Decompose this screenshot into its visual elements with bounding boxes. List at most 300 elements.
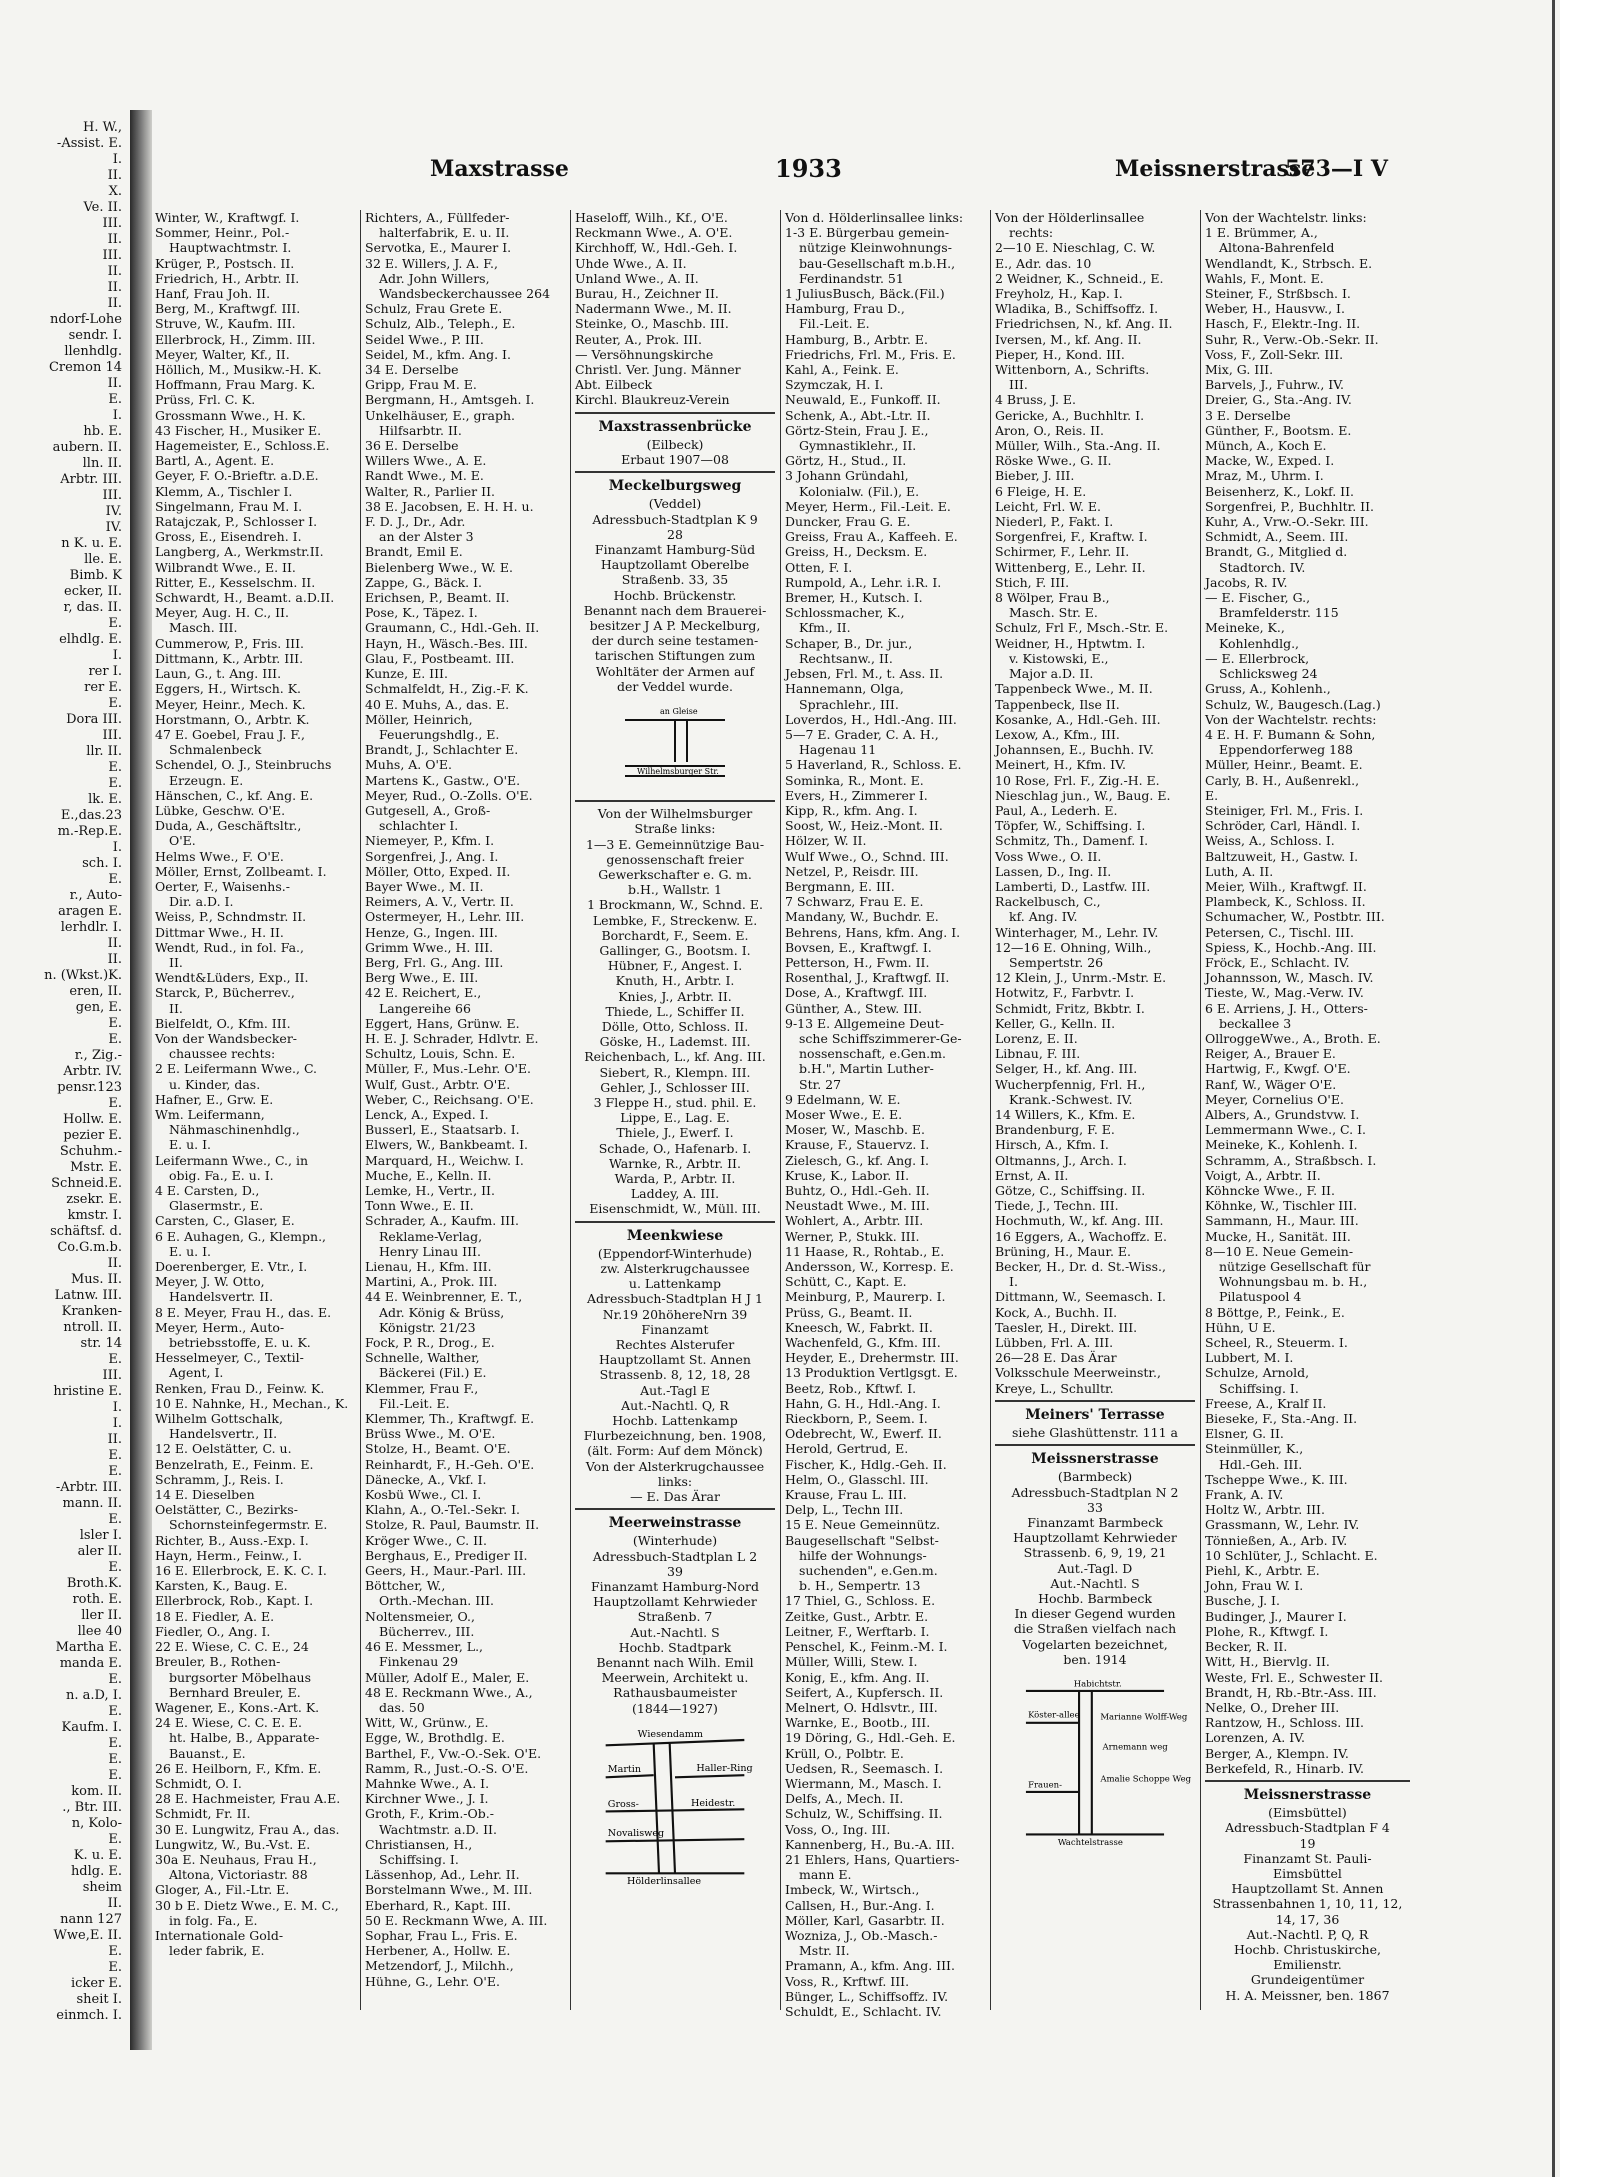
street-info-line: (Veddel): [648, 496, 702, 512]
directory-entry: Lenck, A., Exped. I.: [365, 1106, 489, 1122]
section-rule: [1205, 1780, 1410, 1782]
directory-entry: 30a E. Neuhaus, Frau H.,: [155, 1851, 317, 1867]
directory-entry: Brandt, H, Rb.-Btr.-Ass. III.: [1205, 1684, 1377, 1700]
directory-entry: Bramfelderstr. 115: [1219, 605, 1339, 621]
directory-entry: Spiess, K., Hochb.-Ang. III.: [1205, 939, 1377, 955]
street-info-line: Rechtes Alsterufer: [615, 1337, 735, 1352]
directory-entry: 24 E. Wiese, C. C. E. E.: [155, 1715, 303, 1731]
prev-page-fragment: n, Kolo-: [71, 1816, 122, 1831]
directory-entry: Meyer, Heinr., Mech. K.: [155, 696, 306, 712]
directory-entry: Petersen, C., Tischl. III.: [1205, 924, 1355, 940]
header-street-left: Maxstrasse: [430, 156, 569, 182]
directory-entry: Beetz, Rob., Kftwf. I.: [785, 1380, 917, 1396]
street-info-line: links:: [657, 1473, 693, 1489]
prev-page-fragment: Wwe,E. II.: [53, 1928, 122, 1943]
prev-page-fragment: einmch. I.: [56, 2008, 122, 2023]
street-info-line: Finanzamt Hamburg-Nord: [590, 1579, 759, 1595]
directory-entry: Randt Wwe., M. E.: [365, 468, 484, 484]
street-info-line: Straße links:: [634, 821, 716, 837]
street-info-line: Rathausbaumeister: [613, 1685, 737, 1701]
directory-entry: Wittenborn, A., Schrifts.: [995, 362, 1150, 378]
directory-entry: Mix, G. III.: [1205, 362, 1274, 378]
directory-entry: Friedrichsen, N., kf. Ang. II.: [995, 316, 1173, 332]
directory-entry: Kohlenhdlg.,: [1219, 635, 1300, 651]
prev-page-fragment: ., Btr. III.: [62, 1800, 122, 1815]
directory-entry: 28 E. Hachmeister, Frau A.E.: [155, 1791, 341, 1807]
street-info-line: Hauptzollamt St. Annen: [599, 1352, 751, 1368]
directory-entry: Wozniza, J., Ob.-Masch.-: [785, 1927, 938, 1943]
prev-page-fragment: Hollw. E.: [63, 1112, 122, 1127]
street-info-line: Aut.-Nachtl. Q, R: [621, 1397, 729, 1413]
prev-page-fragment: E.: [108, 392, 122, 407]
prev-page-fragment: hdlg. E.: [70, 1864, 122, 1879]
map-label: Habichtstr.: [1073, 1679, 1122, 1690]
directory-entry: 10 Rose, Frl. F., Zig.-H. E.: [995, 772, 1160, 788]
directory-entry: Hahn, G. H., Hdl.-Ang. I.: [785, 1395, 941, 1411]
directory-entry: Tscheppe Wwe., K. III.: [1205, 1471, 1348, 1487]
directory-entry: Gross, E., Eisendreh. I.: [155, 529, 302, 545]
directory-entry: Groth, F., Krim.-Ob.-: [365, 1806, 494, 1822]
prev-page-fragment: I.: [112, 1400, 122, 1415]
prev-page-fragment: -Assist. E.: [56, 136, 122, 151]
prev-page-fragment: r, das. II.: [63, 600, 122, 615]
directory-entry: 11 Haase, R., Rohtab., E.: [785, 1243, 945, 1259]
directory-entry: Ritter, E., Kesselschm. II.: [155, 574, 316, 590]
directory-entry: Schulz, W., Schiffsing. II.: [785, 1806, 943, 1822]
street-info-line: Finanzamt St. Pauli-: [1243, 1850, 1372, 1866]
directory-entry: Netzel, P., Reisdr. III.: [785, 863, 919, 879]
street-info-line: Warnke, R., Arbtr. II.: [609, 1155, 741, 1171]
directory-entry: Aron, O., Reis. II.: [995, 422, 1104, 438]
directory-entry: Berg Wwe., E. III.: [365, 970, 479, 986]
directory-entry: sche Schiffszimmerer-Ge-: [799, 1030, 962, 1046]
directory-entry: Winterhager, M., Lehr. IV.: [995, 924, 1159, 940]
directory-entry: 47 E. Goebel, Frau J. F.,: [155, 726, 305, 742]
directory-entry: Kannenberg, H., Bu.-A. III.: [785, 1836, 955, 1852]
directory-entry: Dreier, G., Sta.-Ang. IV.: [1205, 392, 1352, 408]
directory-entry: Abt. Eilbeck: [575, 377, 653, 393]
prev-page-fragment: IV.: [105, 504, 122, 519]
street-info-line: Adressbuch-Stadtplan L 2: [592, 1548, 758, 1564]
directory-entry: Brandt, G., Mitglied d.: [1205, 544, 1348, 560]
directory-entry: chaussee rechts:: [169, 1046, 276, 1062]
prev-page-fragment: lk. E.: [88, 792, 122, 807]
directory-entry: Christiansen, H.,: [365, 1836, 473, 1852]
street-info-line: Aut.-Nachtl. S: [630, 1624, 720, 1640]
street-info-line: Dölle, Otto, Schloss. II.: [601, 1018, 749, 1034]
street-info-line: Adressbuch-Stadtplan H J 1: [587, 1291, 763, 1307]
directory-entry: Wachenfeld, G., Kfm. III.: [785, 1335, 941, 1351]
directory-entry: Von der Hölderlinsallee: [995, 210, 1145, 225]
directory-entry: Hagenau 11: [799, 742, 877, 758]
prev-page-fragment: -Arbtr. III.: [55, 1480, 122, 1495]
street-info-line: 3 Fleppe H., stud. phil. E.: [593, 1094, 757, 1110]
prev-page-fragment: H. W.,: [83, 120, 122, 135]
directory-entry: Greiss, Frau A., Kaffeeh. E.: [785, 529, 958, 545]
directory-entry: Sorgenfrei, J., Ang. I.: [365, 848, 499, 864]
directory-entry: Becker, H., Dr. d. St.-Wiss.,: [995, 1259, 1166, 1275]
directory-entry: Friedrichs, Frl. M., Fris. E.: [785, 346, 956, 362]
directory-entry: nossenschaft, e.Gen.m.: [799, 1046, 946, 1062]
directory-entry: Schiffsing. I.: [379, 1851, 459, 1867]
directory-entry: Hilfsarbtr. II.: [379, 422, 462, 438]
street-info-line: (Eilbeck): [646, 436, 704, 452]
directory-entry: — E. Fischer, G.,: [1205, 590, 1311, 606]
prev-page-fragment: E.: [108, 1032, 122, 1047]
prev-page-fragment: pezier E.: [63, 1128, 122, 1143]
prev-page-fragment: E.: [108, 872, 122, 887]
prev-page-fragment: E.: [108, 1704, 122, 1719]
directory-entry: 32 E. Willers, J. A. F.,: [365, 255, 498, 271]
street-info-line: Siebert, R., Klempn. III.: [599, 1064, 751, 1080]
directory-entry: Bieseke, F., Sta.-Ang. II.: [1205, 1411, 1358, 1427]
directory-entry: Winter, W., Kraftwgf. I.: [155, 210, 300, 225]
directory-entry: Seidel, M., kfm. Ang. I.: [365, 346, 511, 362]
directory-entry: Voss, O., Ing. III.: [785, 1821, 891, 1837]
directory-entry: 6 Fleige, H. E.: [995, 483, 1087, 499]
directory-entry: Steinke, O., Maschb. III.: [575, 316, 729, 332]
directory-entry: Reiger, A., Brauer E.: [1205, 1046, 1336, 1062]
directory-entry: Fock, P. R., Drog., E.: [365, 1335, 495, 1351]
street-info-line: Hauptzollamt Oberelbe: [600, 557, 750, 573]
directory-entry: Krank.-Schwest. IV.: [1009, 1091, 1133, 1107]
directory-entry: Prüss, Frl. C. K.: [155, 392, 256, 408]
directory-entry: Hamburg, Frau D.,: [785, 301, 905, 317]
directory-entry: Zappe, G., Bäck. I.: [365, 574, 483, 590]
prev-page-fragment: llee 40: [77, 1624, 122, 1639]
directory-entry: Adr. John Willers,: [379, 270, 490, 286]
directory-entry: Duda, A., Geschäftsltr.,: [155, 818, 302, 834]
directory-entry: Reklame-Verlag,: [379, 1228, 483, 1244]
directory-entry: Tönnießen, A., Arb. IV.: [1205, 1532, 1348, 1548]
directory-entry: Orth.-Mechan. III.: [379, 1593, 494, 1609]
directory-entry: Herold, Gertrud, E.: [785, 1441, 909, 1457]
street-info-line: (Eppendorf-Winterhude): [597, 1245, 753, 1261]
directory-entry: Oltmanns, J., Arch. I.: [995, 1152, 1127, 1168]
directory-entry: Bielfeldt, O., Kfm. III.: [155, 1015, 291, 1031]
directory-entry: Rumpold, A., Lehr. i.R. I.: [785, 574, 942, 590]
directory-entry: Taesler, H., Direkt. III.: [995, 1319, 1138, 1335]
street-map-meerweinstrasse: [590, 1724, 760, 1887]
street-info-line: Eimsbüttel: [1273, 1865, 1342, 1881]
directory-entry: in folg. Fa., E.: [169, 1912, 258, 1928]
map-label: Gross-: [607, 1799, 639, 1811]
directory-entry: Metzendorf, J., Milchh.,: [365, 1958, 514, 1974]
directory-entry: 34 E. Derselbe: [365, 362, 459, 378]
directory-entry: Reinhardt, F., H.-Geh. O'E.: [365, 1456, 535, 1472]
directory-entry: Schornsteinfegermstr. E.: [169, 1517, 328, 1533]
directory-entry: Lienau, H., Kfm. III.: [365, 1259, 492, 1275]
directory-entry: 14 Willers, K., Kfm. E.: [995, 1106, 1136, 1122]
directory-entry: kf. Ang. IV.: [1009, 909, 1078, 925]
directory-entry: Plohe, R., Kftwgf. I.: [1205, 1623, 1329, 1639]
directory-entry: Struve, W., Kaufm. III.: [155, 316, 296, 332]
street-info-line: Strassenb. 6, 9, 19, 21: [1023, 1545, 1167, 1561]
directory-entry: Voigt, A., Arbtr. II.: [1205, 1167, 1321, 1183]
street-info-line: 1—3 E. Gemeinnützige Bau-: [585, 836, 765, 852]
directory-entry: Nähmaschinenhdlg.,: [169, 1122, 300, 1138]
prev-page-fragment: elhdlg. E.: [59, 632, 122, 647]
directory-page: [155, 150, 1415, 2030]
directory-entry: Wucherpfennig, Frl. H.,: [995, 1076, 1146, 1092]
directory-entry: Hdl.-Geh. III.: [1219, 1456, 1303, 1472]
directory-entry: Weber, H., Hausvw., I.: [1205, 301, 1345, 317]
street-info-line: Von der Wilhelmsburger: [597, 806, 753, 822]
prev-page-fragment: lsler I.: [79, 1528, 122, 1543]
directory-entry: Sempertstr. 26: [1009, 954, 1104, 970]
directory-entry: Schiffsing. I.: [1219, 1380, 1299, 1396]
directory-entry: 12—16 E. Ohning, Wilh.,: [995, 939, 1152, 955]
prev-page-fragment: I.: [112, 840, 122, 855]
directory-entry: Kirchhoff, W., Hdl.-Geh. I.: [575, 240, 738, 256]
street-info-line: Knies, J., Arbtr. II.: [618, 988, 732, 1004]
directory-entry: 44 E. Weinbrenner, E. T.,: [365, 1289, 523, 1305]
directory-entry: 43 Fischer, H., Musiker E.: [155, 422, 322, 438]
directory-entry: Hayn, Herm., Feinw., I.: [155, 1547, 302, 1563]
directory-entry: Elwers, W., Bankbeamt. I.: [365, 1137, 528, 1153]
prev-page-fragment: E.: [108, 696, 122, 711]
directory-entry: Barvels, J., Fuhrw., IV.: [1205, 377, 1345, 393]
directory-entry: das. 50: [379, 1699, 425, 1715]
directory-entry: E. u. I.: [169, 1243, 211, 1259]
directory-entry: Handelsvertr. II.: [169, 1289, 274, 1305]
directory-entry: Rackelbusch, C.,: [995, 894, 1101, 910]
directory-entry: Weste, Frl. E., Schwester II.: [1205, 1669, 1383, 1685]
directory-entry: 26—28 E. Das Ärar: [995, 1350, 1117, 1366]
directory-entry: Johannsson, W., Masch. IV.: [1205, 970, 1374, 986]
directory-entry: Martini, A., Prok. III.: [365, 1274, 498, 1290]
directory-entry: Albers, A., Grundstvw. I.: [1205, 1106, 1360, 1122]
directory-entry: Meyer, Herm., Fil.-Leit. E.: [785, 498, 951, 514]
directory-entry: Weidner, H., Hptwtm. I.: [995, 635, 1146, 651]
directory-entry: 2—10 E. Nieschlag, C. W.: [995, 240, 1156, 256]
directory-entry: Köhncke Wwe., F. II.: [1205, 1183, 1335, 1198]
prev-page-fragment: lle. E.: [84, 552, 122, 567]
street-info-line: Finanzamt Hamburg-Süd: [594, 542, 756, 558]
directory-entry: 6 E. Arriens, J. H., Otters-: [1205, 1000, 1368, 1016]
directory-entry: Bayer Wwe., M. II.: [365, 878, 484, 894]
prev-page-fragment: E.: [108, 760, 122, 775]
street-info-line: Borchardt, F., Seem. E.: [601, 927, 749, 943]
directory-entry: Pramann, A., kfm. Ang. III.: [785, 1958, 955, 1974]
directory-entry: Voss Wwe., O. II.: [995, 848, 1102, 864]
directory-entry: 40 E. Muhs, A., das. E.: [365, 696, 510, 712]
directory-entry: nützige Gesellschaft für: [1219, 1259, 1371, 1275]
prev-page-fragment: sendr. I.: [68, 328, 122, 343]
directory-entry: Piehl, K., Arbtr. E.: [1205, 1563, 1320, 1579]
directory-entry: Adr. König & Brüss,: [379, 1304, 505, 1320]
directory-entry: Möller, Heinrich,: [365, 711, 473, 727]
directory-entry: obig. Fa., E. u. I.: [169, 1167, 274, 1183]
directory-entry: Stolze, H., Beamt. O'E.: [365, 1441, 511, 1457]
street-info-line: Aut.-Tagl. D: [1057, 1560, 1133, 1576]
directory-entry: Doerenberger, E. Vtr., I.: [155, 1259, 308, 1275]
directory-entry: OllroggeWwe., A., Broth. E.: [1205, 1030, 1381, 1046]
directory-entry: E. u. I.: [169, 1137, 211, 1153]
prev-page-fragment: Arbtr. IV.: [63, 1064, 122, 1079]
street-info-line: 28: [667, 526, 683, 542]
directory-entry: Schröder, Carl, Händl. I.: [1205, 818, 1361, 834]
directory-entry: Walter, R., Parlier II.: [365, 483, 495, 499]
street-info-line: Hauptzollamt Kehrwieder: [1013, 1530, 1177, 1546]
directory-entry: O'E.: [169, 833, 196, 849]
street-map-meckelburgsweg: [605, 702, 745, 792]
directory-entry: Kruse, K., Labor. II.: [785, 1167, 910, 1183]
directory-entry: E., Adr. das. 10: [995, 255, 1092, 271]
directory-entry: Rieckborn, P., Seem. I.: [785, 1411, 928, 1427]
directory-entry: Bieber, J. III.: [995, 468, 1075, 484]
prev-page-fragment: Schuhm.-: [59, 1144, 122, 1159]
directory-entry: b.H.", Martin Luther-: [799, 1061, 934, 1077]
directory-entry: Meyer, J. W. Otto,: [155, 1274, 265, 1290]
directory-entry: Hoffmann, Frau Marg. K.: [155, 377, 316, 393]
directory-entry: Selger, H., kf. Ang. III.: [995, 1061, 1138, 1077]
directory-entry: Brandt, J., Schlachter E.: [365, 742, 519, 758]
directory-entry: Starck, P., Bücherrev.,: [155, 985, 295, 1001]
directory-entry: Lungwitz, W., Bu.-Vst. E.: [155, 1836, 311, 1852]
directory-entry: Schmalfeldt, H., Zig.-F. K.: [365, 681, 529, 697]
street-info-line: Aut.-Tagl E: [640, 1382, 710, 1398]
directory-entry: Sammann, H., Maur. III.: [1205, 1213, 1359, 1229]
prev-page-fragment: rer E.: [84, 680, 122, 695]
directory-entry: Richter, B., Auss.-Exp. I.: [155, 1532, 309, 1548]
directory-entry: Niemeyer, P., Kfm. I.: [365, 833, 495, 849]
directory-entry: Holtz W., Arbtr. III.: [1205, 1502, 1325, 1518]
street-info-line: (Barmbeck): [1057, 1469, 1133, 1485]
directory-entry: Bergmann, E. III.: [785, 878, 895, 894]
street-info-line: In dieser Gegend wurden: [1014, 1606, 1176, 1622]
directory-entry: Gericke, A., Buchhltr. I.: [995, 407, 1145, 423]
street-info-line: tarischen Stiftungen zum: [594, 648, 756, 664]
street-info-line: (1844—1927): [632, 1700, 718, 1716]
directory-entry: Günther, F., Bootsm. E.: [1205, 422, 1352, 438]
prev-page-fragment: ecker, II.: [64, 584, 122, 599]
directory-entry: Schmidt, A., Seem. III.: [1205, 529, 1349, 545]
prev-page-fragment: II.: [107, 264, 122, 279]
directory-entry: Witt, H., Biervlg. II.: [1205, 1654, 1330, 1670]
street-info-line: Aut.-Nachtl. P, Q, R: [1246, 1926, 1369, 1942]
page-number: 573—I V: [1285, 156, 1388, 182]
previous-page-edge: [0, 120, 128, 2040]
directory-entry: Wm. Leifermann,: [155, 1106, 265, 1122]
directory-entry: Laun, G., t. Ang. III.: [155, 666, 282, 682]
directory-entry: 16 Eggers, A., Wachoffz. E.: [995, 1228, 1167, 1244]
directory-entry: Wilbrandt Wwe., E. II.: [155, 559, 296, 575]
directory-entry: 5 Haverland, R., Schloss. E.: [785, 757, 962, 773]
prev-page-fragment: nann 127: [60, 1912, 122, 1927]
directory-entry: Renken, Frau D., Feinw. K.: [155, 1380, 325, 1396]
prev-page-fragment: str. 14: [80, 1336, 122, 1351]
directory-entry: Odebrecht, W., Ewerf. II.: [785, 1426, 942, 1442]
directory-entry: Dittmar Wwe., H. II.: [155, 924, 284, 940]
directory-entry: Kreye, L., Schulltr.: [995, 1380, 1114, 1396]
prev-page-fragment: Kaufm. I.: [61, 1720, 122, 1735]
directory-entry: Breuler, B., Rothen-: [155, 1654, 281, 1670]
prev-page-fragment: II.: [107, 1896, 122, 1911]
directory-entry: Wittenberg, E., Lehr. II.: [995, 559, 1146, 575]
directory-entry: 48 E. Reckmann Wwe., A.,: [365, 1684, 533, 1700]
prev-page-fragment: pensr.123: [57, 1080, 122, 1095]
map-label: Wachtelstrasse: [1057, 1838, 1123, 1849]
directory-entry: Neustadt Wwe., M. III.: [785, 1198, 930, 1214]
prev-page-fragment: IV.: [105, 520, 122, 535]
directory-entry: 9 Edelmann, W. E.: [785, 1091, 901, 1107]
directory-entry: E.: [1205, 787, 1219, 803]
street-info-line: 19: [1299, 1835, 1316, 1851]
directory-entry: Paul, A., Lederh. E.: [995, 802, 1118, 818]
street-info-line: zw. Alsterkrugchaussee: [600, 1260, 750, 1276]
directory-entry: Kunze, E. III.: [365, 666, 448, 682]
directory-entry: Kipp, R., kfm. Ang. I.: [785, 802, 918, 818]
prev-page-fragment: E.: [108, 1752, 122, 1767]
directory-entry: Hafner, E., Grw. E.: [155, 1091, 274, 1107]
directory-entry: Wohlert, A., Arbtr. III.: [785, 1213, 924, 1229]
prev-page-fragment: E.: [108, 776, 122, 791]
directory-entry: Plambeck, K., Schloss. II.: [1205, 894, 1366, 910]
prev-page-fragment: E.: [108, 1560, 122, 1575]
directory-entry: Kosanke, A., Hdl.-Geh. III.: [995, 711, 1161, 727]
directory-entry: Internationale Gold-: [155, 1927, 284, 1943]
directory-entry: Freese, A., Kralf II.: [1205, 1395, 1327, 1411]
directory-entry: Ernst, A. II.: [995, 1167, 1069, 1183]
directory-entry: Schramm, J., Reis. I.: [155, 1471, 284, 1487]
directory-entry: Meinert, H., Kfm. IV.: [995, 757, 1126, 773]
directory-entry: Klemmer, Th., Kraftwgf. E.: [365, 1411, 535, 1427]
directory-entry: Cummerow, P., Fris. III.: [155, 635, 304, 651]
prev-page-fragment: llr. II.: [86, 744, 122, 759]
directory-entry: Möller, Otto, Exped. II.: [365, 863, 511, 879]
directory-entry: Steiniger, Frl. M., Fris. I.: [1205, 802, 1364, 818]
directory-entry: Karsten, K., Baug. E.: [155, 1578, 288, 1594]
directory-entry: Königstr. 21/23: [379, 1319, 476, 1335]
directory-entry: I.: [1009, 1274, 1018, 1290]
directory-entry: 8 Böttge, P., Feink., E.: [1205, 1304, 1345, 1320]
directory-entry: Carsten, C., Glaser, E.: [155, 1213, 295, 1229]
directory-entry: 1 E. Brümmer, A.,: [1205, 225, 1318, 241]
directory-entry: Leicht, Frl. W. E.: [995, 498, 1102, 514]
directory-entry: Otten, F. I.: [785, 559, 853, 575]
directory-entry: III.: [1009, 377, 1028, 393]
prev-page-fragment: n K. u. E.: [61, 536, 122, 551]
directory-entry: leder fabrik, E.: [169, 1943, 265, 1959]
prev-page-fragment: roth. E.: [72, 1592, 122, 1607]
prev-page-fragment: aubern. II.: [52, 440, 122, 455]
directory-entry: Penschel, K., Feinm.-M. I.: [785, 1639, 948, 1655]
directory-entry: Behrens, Hans, kfm. Ang. I.: [785, 924, 961, 940]
street-info-line: Wohltäter der Armen auf: [595, 663, 755, 679]
directory-entry: Ratajczak, P., Schlosser I.: [155, 514, 318, 530]
street-info-line: Adressbuch-Stadtplan N 2: [1011, 1484, 1179, 1500]
directory-entry: John, Frau W. I.: [1205, 1578, 1304, 1594]
directory-entry: 3 E. Derselbe: [1205, 407, 1291, 423]
directory-entry: Wulf, Gust., Arbtr. O'E.: [365, 1076, 511, 1092]
street-info-line: Hochb. Lattenkamp: [612, 1413, 738, 1429]
street-info-line: (Eimsbüttel): [1268, 1805, 1347, 1821]
directory-entry: 18 E. Fiedler, A. E.: [155, 1608, 275, 1624]
directory-entry: Wachtmstr. a.D. II.: [379, 1821, 497, 1837]
directory-entry: 4 E. H. F. Bumann & Sohn,: [1205, 726, 1376, 742]
street-info-line: Hochb. Barmbeck: [1038, 1591, 1152, 1607]
directory-entry: Kuhr, A., Vrw.-O.-Sekr. III.: [1205, 514, 1369, 530]
directory-entry: Sophar, Frau L., Fris. E.: [365, 1927, 518, 1943]
directory-entry: Hölzer, W. II.: [785, 833, 867, 849]
directory-entry: Pose, K., Täpez. I.: [365, 605, 478, 621]
directory-entry: Berg, M., Kraftwgf. III.: [155, 301, 301, 317]
directory-entry: Macke, W., Exped. I.: [1205, 453, 1335, 469]
directory-entry: Soost, W., Heiz.-Mont. II.: [785, 818, 943, 834]
directory-entry: Von der Wachtelstr. links:: [1205, 210, 1367, 225]
directory-entry: 4 Bruss, J. E.: [995, 392, 1076, 408]
